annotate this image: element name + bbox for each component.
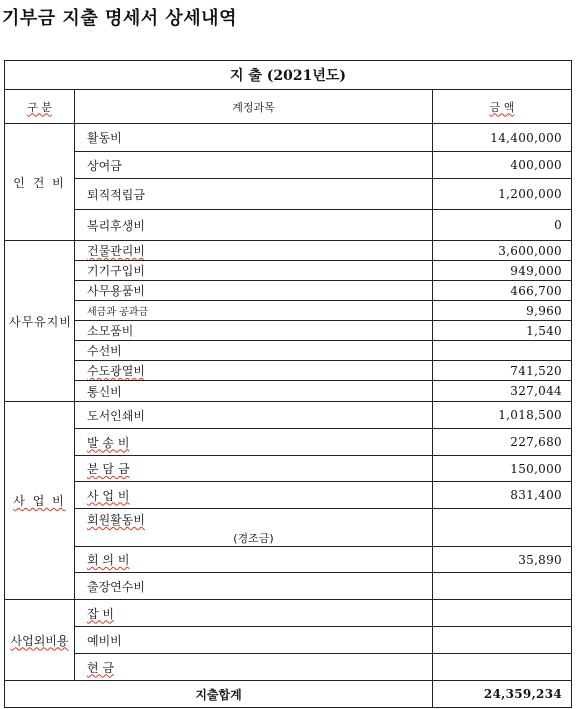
table-row bbox=[5, 573, 572, 600]
amount-cell: 14,400,000 bbox=[433, 124, 572, 152]
table-row bbox=[5, 261, 572, 281]
amount-cell: 741,520 bbox=[433, 361, 572, 381]
table-row bbox=[5, 301, 572, 321]
amount-cell: 0 bbox=[433, 210, 572, 241]
amount-cell: 227,680 bbox=[433, 429, 572, 456]
item-label: 잡 비 bbox=[87, 606, 114, 621]
amount-cell bbox=[433, 600, 572, 627]
group-label bbox=[5, 402, 75, 600]
table-row bbox=[5, 429, 572, 456]
item-label: 소모품비 bbox=[87, 324, 134, 338]
item-label: 사 업 비 bbox=[87, 488, 130, 503]
total-label: 지출합계 bbox=[5, 681, 433, 708]
amount-cell bbox=[433, 573, 572, 600]
amount-cell bbox=[433, 509, 572, 547]
item-label: 수도광열비 bbox=[87, 364, 145, 378]
document-title: 기부금 지출 명세서 상세내역 bbox=[2, 8, 237, 29]
item-label: 분 담 금 bbox=[87, 462, 130, 476]
table-row bbox=[5, 152, 572, 179]
section-title: 지 출 (2021년도) bbox=[5, 61, 572, 90]
table-row bbox=[5, 402, 572, 429]
item-label: 복리후생비 bbox=[87, 218, 145, 233]
table-row bbox=[5, 124, 572, 152]
group-label-text: 사 업 비 bbox=[13, 494, 66, 508]
amount-cell bbox=[433, 341, 572, 361]
amount-cell: 3,600,000 bbox=[433, 241, 572, 261]
amount-cell: 1,200,000 bbox=[433, 179, 572, 210]
amount-cell bbox=[433, 654, 572, 681]
table-row bbox=[5, 547, 572, 573]
item-label: 예비비 bbox=[87, 633, 122, 648]
header-category: 구 분 bbox=[27, 100, 52, 114]
total-amount: 24,359,234 bbox=[433, 681, 572, 708]
header-item: 계정과목 bbox=[75, 90, 433, 124]
group-label: 사무유지비 bbox=[5, 241, 75, 402]
header-row bbox=[5, 90, 572, 124]
table-row bbox=[5, 600, 572, 627]
total-row bbox=[5, 681, 572, 708]
item-label: 회 의 비 bbox=[87, 553, 130, 567]
table-row bbox=[5, 627, 572, 654]
item-label: 발 송 비 bbox=[87, 435, 130, 450]
expense-statement-table bbox=[4, 60, 572, 708]
item-label: 수선비 bbox=[87, 344, 122, 358]
item-label: 퇴직적립금 bbox=[87, 187, 145, 202]
item-note: (경조금) bbox=[233, 532, 274, 545]
group-label: 인 건 비 bbox=[5, 124, 75, 241]
table-row bbox=[5, 509, 572, 547]
table-row bbox=[5, 381, 572, 402]
table-row bbox=[5, 341, 572, 361]
item-label: 상여금 bbox=[87, 158, 122, 173]
amount-cell: 1,540 bbox=[433, 321, 572, 341]
item-label: 세금과 공과금 bbox=[87, 307, 149, 318]
table-row bbox=[5, 321, 572, 341]
item-label: 도서인쇄비 bbox=[87, 408, 145, 423]
amount-cell: 327,044 bbox=[433, 381, 572, 402]
item-label: 출장연수비 bbox=[87, 579, 145, 594]
table-row bbox=[5, 210, 572, 241]
table-row bbox=[5, 654, 572, 681]
amount-cell: 35,890 bbox=[433, 547, 572, 573]
amount-cell: 9,960 bbox=[433, 301, 572, 321]
amount-cell: 150,000 bbox=[433, 456, 572, 482]
item-label: 통신비 bbox=[87, 384, 122, 399]
amount-cell bbox=[433, 627, 572, 654]
header-amount: 금 액 bbox=[489, 100, 515, 114]
item-label: 건물관리비 bbox=[87, 244, 145, 258]
table-row bbox=[5, 281, 572, 301]
section-title-row bbox=[5, 61, 572, 90]
table-row bbox=[5, 179, 572, 210]
table-row bbox=[5, 456, 572, 482]
item-label: 회원활동비 bbox=[87, 513, 145, 527]
item-label: 기기구입비 bbox=[87, 264, 145, 278]
amount-cell: 1,018,500 bbox=[433, 402, 572, 429]
amount-cell: 949,000 bbox=[433, 261, 572, 281]
item-label: 사무용품비 bbox=[87, 284, 145, 298]
table-row bbox=[5, 361, 572, 381]
table-row bbox=[5, 241, 572, 261]
group-label-text: 사업외비용 bbox=[10, 633, 69, 648]
item-label: 활동비 bbox=[87, 131, 122, 145]
table-row bbox=[5, 482, 572, 509]
amount-cell: 466,700 bbox=[433, 281, 572, 301]
item-label: 현 금 bbox=[87, 660, 114, 675]
group-label bbox=[5, 600, 75, 681]
amount-cell: 831,400 bbox=[433, 482, 572, 509]
amount-cell: 400,000 bbox=[433, 152, 572, 179]
